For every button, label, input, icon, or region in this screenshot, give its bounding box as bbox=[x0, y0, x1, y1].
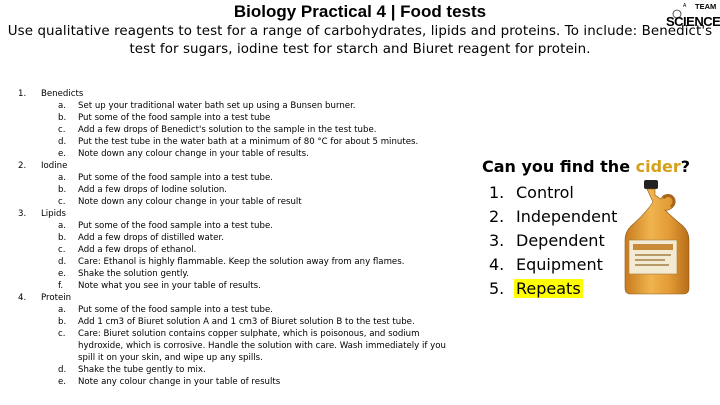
substep-letter: a. bbox=[58, 101, 66, 111]
substep-letter: d. bbox=[58, 365, 67, 375]
step-substep bbox=[18, 100, 448, 112]
step-substep bbox=[18, 244, 448, 256]
step-substep bbox=[18, 268, 448, 280]
step-substep bbox=[18, 376, 448, 388]
variable-number: 4. bbox=[489, 255, 505, 274]
substep-text: Put some of the food sample into a test tube. bbox=[78, 221, 273, 231]
step-title: Protein bbox=[41, 293, 72, 303]
question-highlight: cider bbox=[635, 157, 681, 176]
step-substep bbox=[18, 328, 448, 364]
step-substep bbox=[18, 220, 448, 232]
substep-text: Note down any colour change in your table of results. bbox=[78, 149, 309, 159]
step-number: 2. bbox=[18, 161, 27, 171]
step-substep bbox=[18, 112, 448, 124]
substep-text: Add a few drops of distilled water. bbox=[78, 233, 224, 243]
step-number: 3. bbox=[18, 209, 27, 219]
variable-number: 2. bbox=[489, 207, 505, 226]
substep-letter: e. bbox=[58, 269, 67, 279]
cider-bottle-image bbox=[611, 178, 697, 298]
logo-badge: A bbox=[683, 3, 687, 9]
substep-letter: d. bbox=[58, 257, 67, 267]
variable-number: 1. bbox=[489, 183, 505, 202]
substep-letter: d. bbox=[58, 137, 67, 147]
substep-text: Put some of the food sample into a test tube. bbox=[78, 305, 273, 315]
substep-text: Note any colour change in your table of results bbox=[78, 377, 281, 387]
substep-text: Add a few drops of Iodine solution. bbox=[78, 185, 228, 195]
step-substep bbox=[18, 256, 448, 268]
substep-text: Put some of the food sample into a test tube bbox=[78, 113, 271, 123]
step-number: 4. bbox=[18, 293, 27, 303]
substep-text: Care: Ethanol is highly flammable. Keep the solution away from any flames. bbox=[78, 257, 405, 267]
step-substep bbox=[18, 184, 448, 196]
substep-text: Care: Biuret solution contains copper sulphate, which is poisonous, and sodium hydroxide, which is corrosive. Handle the solution with care. Wash immediately if you spill it on your skin, and wipe up any spills. bbox=[78, 329, 446, 363]
step-substep bbox=[18, 124, 448, 136]
substep-letter: b. bbox=[58, 185, 67, 195]
variable-number: 3. bbox=[489, 231, 505, 250]
substep-letter: b. bbox=[58, 113, 67, 123]
intro-text: Use qualitative reagents to test for a range of carbohydrates, lipids and proteins. To include: Benedict's test for sugars, iodine test for starch and Biuret reagent for protein. bbox=[7, 24, 713, 57]
page-title: Biology Practical 4 | Food tests bbox=[233, 2, 487, 21]
substep-text: Put some of the food sample into a test tube. bbox=[78, 173, 273, 183]
step-substep bbox=[18, 232, 448, 244]
substep-text: Shake the tube gently to mix. bbox=[78, 365, 206, 375]
step-substep bbox=[18, 316, 448, 328]
procedure-step bbox=[18, 292, 448, 388]
procedure-step bbox=[18, 88, 448, 160]
substep-letter: c. bbox=[58, 245, 66, 255]
step-number: 1. bbox=[18, 89, 27, 99]
substep-letter: e. bbox=[58, 377, 67, 387]
substep-letter: b. bbox=[58, 233, 67, 243]
procedure-step bbox=[18, 160, 448, 208]
substep-letter: c. bbox=[58, 329, 66, 339]
step-substep bbox=[18, 304, 448, 316]
variable-label: Equipment bbox=[516, 255, 603, 274]
step-substep bbox=[18, 136, 448, 148]
substep-letter: e. bbox=[58, 149, 67, 159]
cider-question bbox=[482, 157, 690, 176]
substep-text: Add 1 cm3 of Biuret solution A and 1 cm3 of Biuret solution B to the test tube. bbox=[78, 317, 415, 327]
substep-letter: c. bbox=[58, 125, 66, 135]
substep-letter: b. bbox=[58, 317, 67, 327]
step-substep bbox=[18, 148, 448, 160]
logo-line1: TEAM bbox=[695, 2, 717, 11]
substep-letter: c. bbox=[58, 197, 66, 207]
substep-text: Add a few drops of ethanol. bbox=[78, 245, 197, 255]
variable-label: Dependent bbox=[516, 231, 605, 250]
logo-line2: SCIENCE bbox=[666, 14, 720, 29]
substep-text: Note down any colour change in your table of result bbox=[78, 197, 302, 207]
step-title: Iodine bbox=[41, 161, 68, 171]
variable-label: Independent bbox=[516, 207, 618, 226]
substep-text: Set up your traditional water bath set up using a Bunsen burner. bbox=[78, 101, 356, 111]
procedure-steps bbox=[18, 88, 448, 388]
question-prefix: Can you find the bbox=[482, 157, 636, 176]
substep-letter: a. bbox=[58, 305, 66, 315]
substep-text: Note what you see in your table of results. bbox=[78, 281, 261, 291]
step-substep bbox=[18, 364, 448, 376]
step-title: Benedicts bbox=[41, 89, 84, 99]
substep-letter: f. bbox=[58, 281, 64, 291]
variable-label: Control bbox=[516, 183, 574, 202]
procedure-step bbox=[18, 208, 448, 292]
substep-text: Put the test tube in the water bath at a minimum of 80 °C for about 5 minutes. bbox=[78, 137, 419, 147]
substep-letter: a. bbox=[58, 173, 66, 183]
question-suffix: ? bbox=[680, 157, 691, 176]
step-title: Lipids bbox=[41, 209, 66, 219]
substep-letter: a. bbox=[58, 221, 66, 231]
step-substep bbox=[18, 280, 448, 292]
step-substep bbox=[18, 172, 448, 184]
variable-label: Repeats bbox=[516, 279, 581, 298]
step-substep bbox=[18, 196, 448, 208]
variable-number: 5. bbox=[489, 279, 505, 298]
substep-text: Shake the solution gently. bbox=[78, 269, 189, 279]
substep-text: Add a few drops of Benedict's solution to the sample in the test tube. bbox=[78, 125, 377, 135]
